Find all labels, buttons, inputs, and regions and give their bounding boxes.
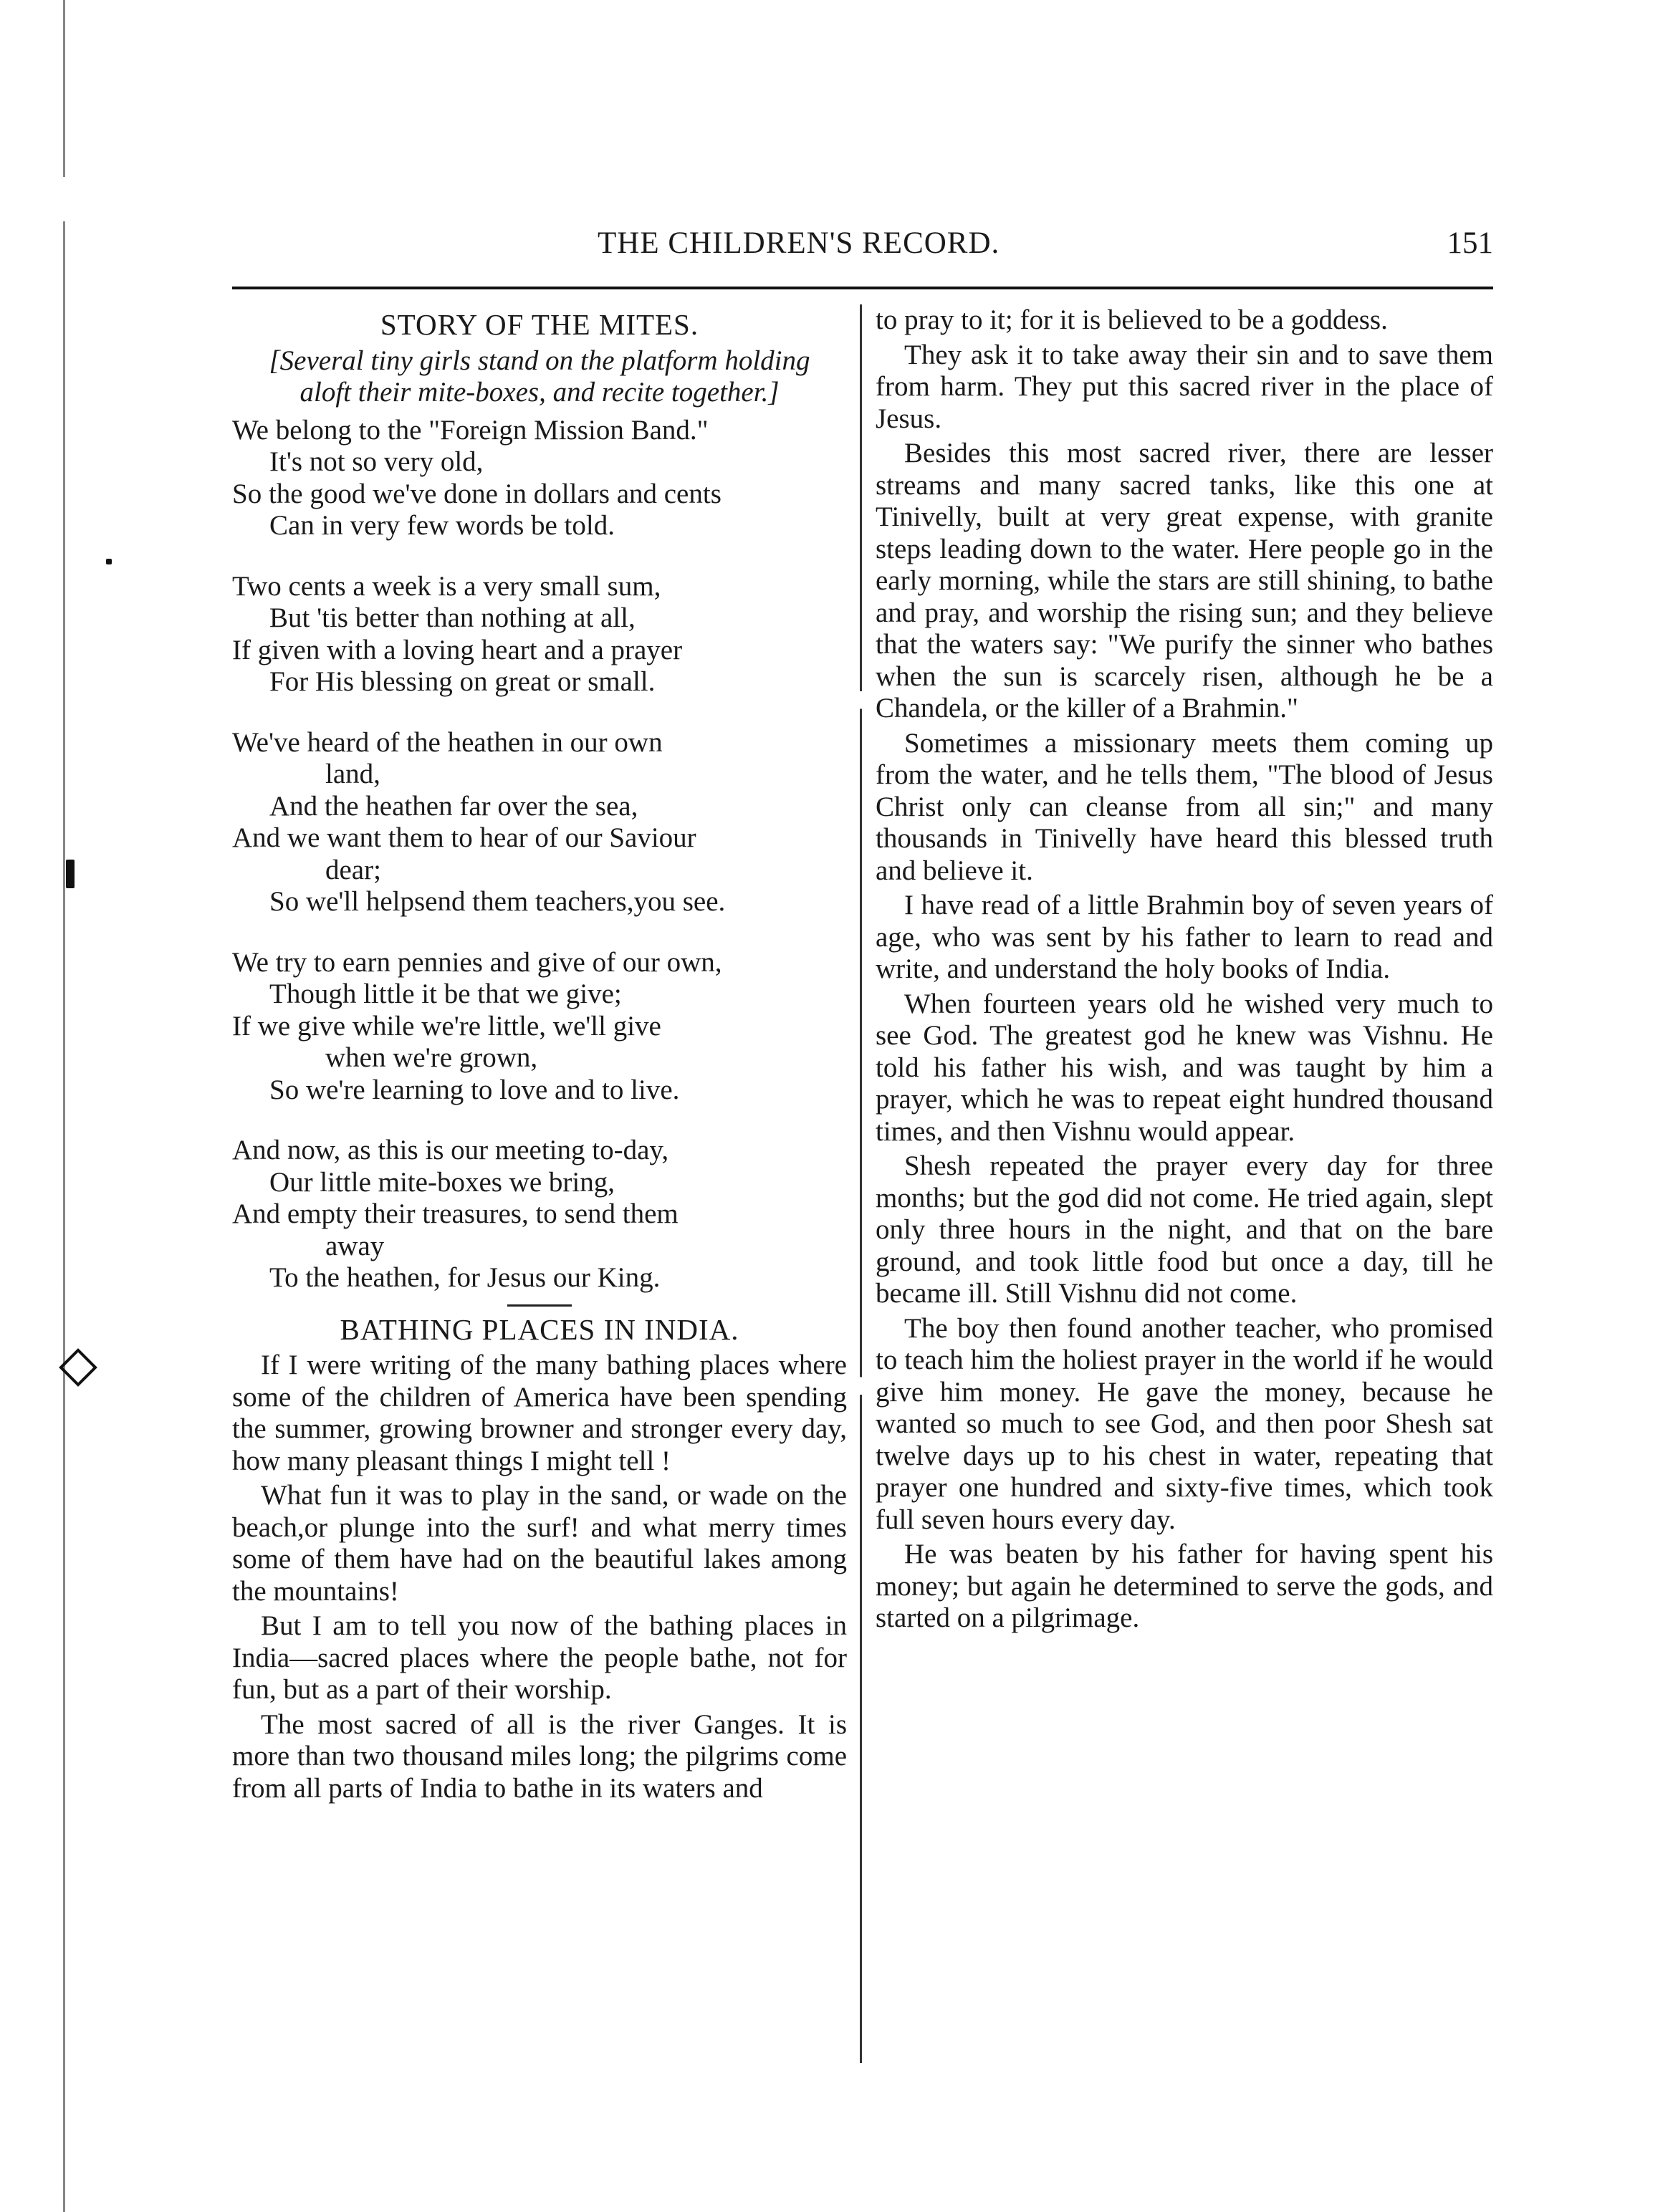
column-divider	[860, 304, 862, 2063]
running-header	[232, 226, 1493, 283]
article-paragraph: What fun it was to play in the sand, or wade on the beach,or plunge into the surf! and what merry times some of them have had on the beautiful lakes among the mountains!	[232, 1480, 847, 1607]
poem-line: dear;	[325, 854, 381, 885]
article-paragraph: Besides this most sacred river, there are lesser streams and many sacred tanks, like this one at Tinivelly, built at very great expense, with granite steps leading down to the water. Here people go in the early morning, while the stars are still shining, to bathe and pray, and worship the rising sun; and they believe that the waters say: "We purify the sinner who bathes when the sun is scarcely risen, although he be a Chandela, or the killer of a Brahmin."	[876, 438, 1493, 723]
poem-line: If we give while we're little, we'll give	[232, 1010, 661, 1042]
poem-line: If given with a loving heart and a prayer	[232, 634, 683, 665]
poem-line: For His blessing on great or small.	[269, 666, 656, 697]
poem-line: To the heathen, for Jesus our King.	[269, 1262, 661, 1293]
header-rule	[232, 287, 1493, 289]
poem-line: Though little it be that we give;	[269, 978, 622, 1009]
poem-stanza	[232, 571, 847, 698]
section-separator	[507, 1304, 572, 1307]
margin-speck	[66, 860, 75, 888]
poem-line: We try to earn pennies and give of our own,	[232, 946, 722, 978]
poem-line: Can in very few words be told.	[269, 510, 615, 541]
poem-line: And now, as this is our meeting to-day,	[232, 1135, 669, 1165]
poem-stanza	[232, 947, 847, 1107]
poem-line: Two cents a week is a very small sum,	[232, 570, 661, 602]
right-column	[876, 304, 1493, 1638]
poem-line: when we're grown,	[325, 1042, 538, 1073]
poem-line: land,	[325, 759, 380, 789]
article-paragraph: He was beaten by his father for having spent his money; but again he determined to serve the gods, and started on a pilgrimage.	[876, 1539, 1493, 1633]
article-paragraph: Sometimes a missionary meets them coming up from the water, and he tells them, "The blood of Jesus Christ only can cleanse from all sin;" and many thousands in Tinivelly have heard this blessed truth and believe it.	[876, 727, 1493, 886]
poem-stanza	[232, 1135, 847, 1294]
margin-speck	[106, 559, 112, 564]
journal-title: THE CHILDREN'S RECORD.	[598, 226, 1000, 260]
article-paragraph: I have read of a little Brahmin boy of seven years of age, who was sent by his father to learn to read and write, and understand the holy books of India.	[876, 890, 1493, 984]
left-column	[232, 304, 847, 1807]
page-number: 151	[1447, 226, 1493, 260]
article-title: BATHING PLACES IN INDIA.	[340, 1312, 739, 1346]
article-paragraph: to pray to it; for it is believed to be a goddess.	[876, 304, 1388, 335]
poem-line: And we want them to hear of our Saviour	[232, 822, 696, 853]
poem-title: STORY OF THE MITES.	[380, 308, 699, 341]
poem-stanza	[232, 727, 847, 918]
article-paragraph: They ask it to take away their sin and to save them from harm. They put this sacred river in the place of Jesus.	[876, 339, 1493, 434]
poem-line: And empty their treasures, to send them	[232, 1198, 679, 1229]
poem-line: Our little mite-boxes we bring,	[269, 1166, 615, 1198]
poem-line: We belong to the "Foreign Mission Band."	[232, 414, 709, 446]
article-paragraph: When fourteen years old he wished very much to see God. The greatest god he knew was Vishnu. He told his father his wish, and was taught by him a prayer, which he was to repeat eight hundred thousand times, and then Vishnu would appear.	[876, 988, 1493, 1147]
article-paragraph: If I were writing of the many bathing places where some of the children of America have been spending the summer, growing browner and stronger every day, how many pleasant things I might tell !	[232, 1350, 847, 1476]
poem-line: And the heathen far over the sea,	[269, 790, 638, 822]
poem-line: So we're learning to love and to live.	[269, 1074, 680, 1105]
article-paragraph: The most sacred of all is the river Ganges. It is more than two thousand miles long; the pilgrims come from all parts of India to bathe in its waters and	[232, 1708, 847, 1804]
poem-line: We've heard of the heathen in our own	[232, 726, 663, 758]
binding-edge-line	[63, 0, 65, 2212]
article-paragraph: But I am to tell you now of the bathing places in India—sacred places where the people bathe, not for fun, but as a part of their worship.	[232, 1610, 847, 1705]
stage-direction: [Several tiny girls stand on the platform holding aloft their mite-boxes, and recite together.]	[269, 345, 810, 408]
poem-line: So we'll helpsend them teachers,you see.	[269, 886, 726, 917]
article-paragraph: The boy then found another teacher, who promised to teach him the holiest prayer in the world if he would give him money. He gave the money, because he wanted so much to see God, and then poor Shesh sat twelve days up to his chest in water, repeating that prayer one hundred and sixty-five times, which took full seven hours every day.	[876, 1312, 1493, 1535]
poem-line: But 'tis better than nothing at all,	[269, 602, 636, 633]
poem-stanza	[232, 415, 847, 542]
poem-line: away	[325, 1230, 385, 1261]
poem-line: It's not so very old,	[269, 446, 484, 477]
poem-line: So the good we've done in dollars and cents	[232, 478, 722, 509]
article-paragraph: Shesh repeated the prayer every day for three months; but the god did not come. He tried again, slept only three hours in the night, and that on the bare ground, and took little food but once a day, till he became ill. Still Vishnu did not come.	[876, 1150, 1493, 1309]
